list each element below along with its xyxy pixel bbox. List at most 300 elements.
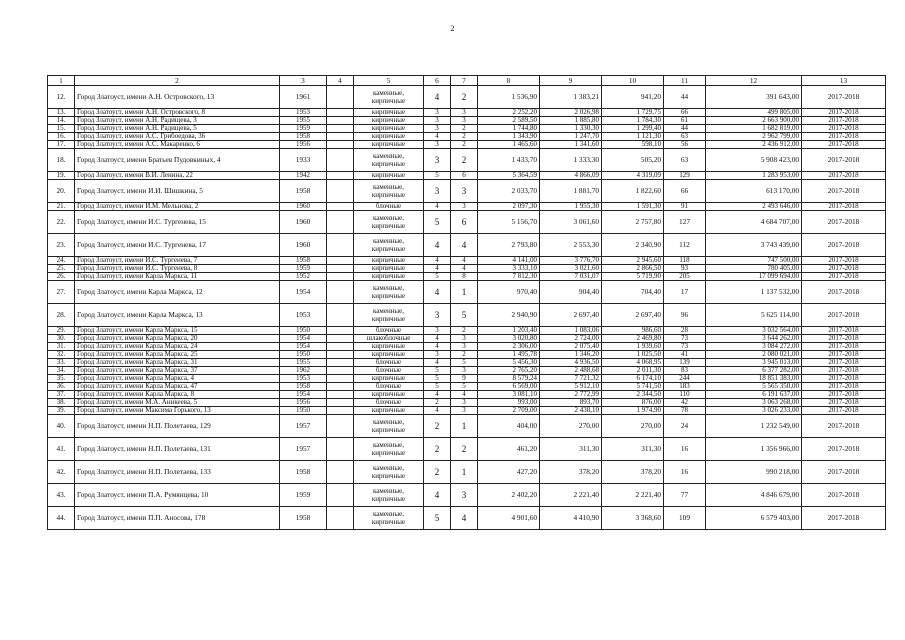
row-number-cell: 39.	[48, 407, 75, 415]
table-row	[48, 133, 886, 141]
floors-cell: 4	[424, 335, 451, 343]
area-cell: 904,40	[540, 281, 602, 304]
wall-material-cell: кирпичные	[354, 257, 424, 265]
floors-cell: 3	[424, 304, 451, 327]
floors-cell: 5	[424, 273, 451, 281]
address-cell: Город Златоуст, имени А.Н. Радищева, 3	[75, 117, 280, 125]
total-area-cell: 2 765,20	[478, 367, 540, 375]
entrances-cell: 3	[451, 343, 478, 351]
period-cell: 2017-2018	[802, 180, 886, 203]
entrances-cell: 2	[451, 149, 478, 172]
residents-cell: 24	[664, 415, 706, 438]
residents-cell: 73	[664, 335, 706, 343]
area-cell: 3 776,70	[540, 257, 602, 265]
entrances-cell: 9	[451, 375, 478, 383]
total-area-cell: 3 020,80	[478, 335, 540, 343]
column-4-cell	[327, 172, 354, 180]
entrances-cell: 4	[451, 257, 478, 265]
address-cell: Город Златоуст, имени Карла Маркса, 4	[75, 375, 280, 383]
table-row	[48, 351, 886, 359]
period-cell: 2017-2018	[802, 438, 886, 461]
residential-area-cell: 1 939,60	[602, 343, 664, 351]
residential-area-cell: 2 344,50	[602, 391, 664, 399]
column-4-cell	[327, 351, 354, 359]
area-cell: 7 031,07	[540, 273, 602, 281]
entrances-cell: 3	[451, 407, 478, 415]
period-cell: 2017-2018	[802, 86, 886, 109]
column-4-cell	[327, 117, 354, 125]
column-4-cell	[327, 86, 354, 109]
residential-area-cell: 5 741,50	[602, 383, 664, 391]
area-cell: 4 936,50	[540, 359, 602, 367]
address-cell: Город Златоуст, имени М.А. Аникеева, 5	[75, 399, 280, 407]
residents-cell: 96	[664, 304, 706, 327]
table-row	[48, 484, 886, 507]
residents-cell: 139	[664, 359, 706, 367]
wall-material-cell: кирпичные	[354, 391, 424, 399]
entrances-cell: 3	[451, 203, 478, 211]
address-cell: Город Златоуст, имени И.И. Шишкина, 5	[75, 180, 280, 203]
build-year-cell: 1953	[280, 375, 327, 383]
column-4-cell	[327, 507, 354, 530]
area-cell: 311,30	[540, 438, 602, 461]
floors-cell: 4	[424, 265, 451, 273]
build-year-cell: 1958	[280, 507, 327, 530]
address-cell: Город Златоуст, имени И.С. Тургенева, 7	[75, 257, 280, 265]
total-area-cell: 427,20	[478, 461, 540, 484]
period-cell: 2017-2018	[802, 281, 886, 304]
residents-cell: 66	[664, 180, 706, 203]
wall-material-cell: каменные, кирпичные	[354, 507, 424, 530]
address-cell: Город Златоуст, имени Карла Маркса, 13	[75, 304, 280, 327]
entrances-cell: 2	[451, 351, 478, 359]
table-row	[48, 343, 886, 351]
row-number-cell: 31.	[48, 343, 75, 351]
address-cell: Город Златоуст, имени И.М. Мельнова, 2	[75, 203, 280, 211]
floors-cell: 3	[424, 125, 451, 133]
row-number-cell: 21.	[48, 203, 75, 211]
build-year-cell: 1942	[280, 172, 327, 180]
table-row	[48, 109, 886, 117]
column-number-cell: 11	[664, 76, 706, 86]
residential-area-cell: 2 697,40	[602, 304, 664, 327]
residents-cell: 129	[664, 172, 706, 180]
cost-cell: 1 137 532,00	[706, 281, 802, 304]
wall-material-cell: каменные, кирпичные	[354, 281, 424, 304]
total-area-cell: 5 456,30	[478, 359, 540, 367]
total-area-cell: 1 203,40	[478, 327, 540, 335]
entrances-cell: 3	[451, 117, 478, 125]
build-year-cell: 1953	[280, 304, 327, 327]
residential-area-cell: 2 221,40	[602, 484, 664, 507]
floors-cell: 3	[424, 117, 451, 125]
table-row	[48, 125, 886, 133]
floors-cell: 4	[424, 391, 451, 399]
housing-table-container	[47, 75, 885, 530]
entrances-cell: 6	[451, 211, 478, 234]
total-area-cell: 1 433,70	[478, 149, 540, 172]
total-area-cell: 1 465,60	[478, 141, 540, 149]
area-cell: 2 553,30	[540, 234, 602, 257]
table-row	[48, 507, 886, 530]
total-area-cell: 2 589,50	[478, 117, 540, 125]
column-number-cell: 4	[327, 76, 354, 86]
total-area-cell: 2 306,00	[478, 343, 540, 351]
table-row	[48, 359, 886, 367]
floors-cell: 4	[424, 343, 451, 351]
column-4-cell	[327, 484, 354, 507]
column-4-cell	[327, 407, 354, 415]
wall-material-cell: блочные	[354, 383, 424, 391]
wall-material-cell: шлакоблочные	[354, 335, 424, 343]
period-cell: 2017-2018	[802, 149, 886, 172]
wall-material-cell: каменные, кирпичные	[354, 461, 424, 484]
total-area-cell: 3 333,10	[478, 265, 540, 273]
floors-cell: 2	[424, 415, 451, 438]
period-cell: 2017-2018	[802, 415, 886, 438]
area-cell: 2 221,40	[540, 484, 602, 507]
table-row	[48, 211, 886, 234]
floors-cell: 3	[424, 180, 451, 203]
total-area-cell: 1 536,90	[478, 86, 540, 109]
row-number-cell: 30.	[48, 335, 75, 343]
cost-cell: 5 565 350,00	[706, 383, 802, 391]
total-area-cell: 8 579,24	[478, 375, 540, 383]
period-cell: 2017-2018	[802, 265, 886, 273]
table-row	[48, 327, 886, 335]
column-number-cell: 12	[706, 76, 802, 86]
address-cell: Город Златоуст, имени Братьев Пудовкиных, 4	[75, 149, 280, 172]
table-row	[48, 304, 886, 327]
row-number-cell: 22.	[48, 211, 75, 234]
cost-cell: 499 805,00	[706, 109, 802, 117]
total-area-cell: 4 901,60	[478, 507, 540, 530]
period-cell: 2017-2018	[802, 117, 886, 125]
table-row	[48, 141, 886, 149]
address-cell: Город Златоуст, имени Карла Маркса, 15	[75, 327, 280, 335]
cost-cell: 17 099 694,00	[706, 273, 802, 281]
entrances-cell: 3	[451, 335, 478, 343]
column-number-row	[48, 76, 886, 86]
entrances-cell: 4	[451, 265, 478, 273]
floors-cell: 5	[424, 507, 451, 530]
total-area-cell: 2 402,20	[478, 484, 540, 507]
address-cell: Город Златоуст, имени И.С. Тургенева, 15	[75, 211, 280, 234]
address-cell: Город Златоуст, имени Карла Маркса, 20	[75, 335, 280, 343]
total-area-cell: 6 569,00	[478, 383, 540, 391]
wall-material-cell: каменные, кирпичные	[354, 484, 424, 507]
build-year-cell: 1959	[280, 484, 327, 507]
residents-cell: 127	[664, 211, 706, 234]
period-cell: 2017-2018	[802, 399, 886, 407]
cost-cell: 3 644 262,00	[706, 335, 802, 343]
residential-area-cell: 1 121,30	[602, 133, 664, 141]
row-number-cell: 13.	[48, 109, 75, 117]
residential-area-cell: 6 174,10	[602, 375, 664, 383]
residential-area-cell: 1 591,30	[602, 203, 664, 211]
period-cell: 2017-2018	[802, 367, 886, 375]
address-cell: Город Златоуст, имени Карла Маркса, 37	[75, 367, 280, 375]
address-cell: Город Златоуст, имени Н.П. Полетаева, 129	[75, 415, 280, 438]
wall-material-cell: кирпичные	[354, 109, 424, 117]
build-year-cell: 1955	[280, 359, 327, 367]
column-number-cell: 9	[540, 76, 602, 86]
residential-area-cell: 1 974,90	[602, 407, 664, 415]
build-year-cell: 1950	[280, 351, 327, 359]
residents-cell: 28	[664, 327, 706, 335]
column-4-cell	[327, 391, 354, 399]
column-4-cell	[327, 343, 354, 351]
row-number-cell: 34.	[48, 367, 75, 375]
period-cell: 2017-2018	[802, 211, 886, 234]
floors-cell: 5	[424, 383, 451, 391]
area-cell: 2 488,68	[540, 367, 602, 375]
wall-material-cell: каменные, кирпичные	[354, 438, 424, 461]
total-area-cell: 2 097,30	[478, 203, 540, 211]
wall-material-cell: блочные	[354, 359, 424, 367]
row-number-cell: 19.	[48, 172, 75, 180]
floors-cell: 4	[424, 484, 451, 507]
floors-cell: 4	[424, 234, 451, 257]
column-4-cell	[327, 149, 354, 172]
area-cell: 1 341,60	[540, 141, 602, 149]
wall-material-cell: кирпичные	[354, 375, 424, 383]
cost-cell: 4 684 707,00	[706, 211, 802, 234]
entrances-cell: 2	[451, 141, 478, 149]
column-number-cell: 6	[424, 76, 451, 86]
row-number-cell: 35.	[48, 375, 75, 383]
build-year-cell: 1961	[280, 86, 327, 109]
area-cell: 2 075,40	[540, 343, 602, 351]
column-4-cell	[327, 133, 354, 141]
wall-material-cell: блочные	[354, 203, 424, 211]
cost-cell: 3 945 013,00	[706, 359, 802, 367]
entrances-cell: 2	[451, 86, 478, 109]
period-cell: 2017-2018	[802, 125, 886, 133]
row-number-cell: 23.	[48, 234, 75, 257]
row-number-cell: 25.	[48, 265, 75, 273]
build-year-cell: 1954	[280, 335, 327, 343]
residents-cell: 16	[664, 461, 706, 484]
column-4-cell	[327, 304, 354, 327]
residents-cell: 16	[664, 438, 706, 461]
floors-cell: 4	[424, 133, 451, 141]
residents-cell: 77	[664, 484, 706, 507]
residential-area-cell: 270,00	[602, 415, 664, 438]
build-year-cell: 1958	[280, 257, 327, 265]
table-row	[48, 399, 886, 407]
build-year-cell: 1950	[280, 327, 327, 335]
area-cell: 378,20	[540, 461, 602, 484]
cost-cell: 2 663 900,00	[706, 117, 802, 125]
residential-area-cell: 1 025,50	[602, 351, 664, 359]
entrances-cell: 1	[451, 461, 478, 484]
area-cell: 3 021,60	[540, 265, 602, 273]
residents-cell: 66	[664, 109, 706, 117]
wall-material-cell: кирпичные	[354, 265, 424, 273]
residents-cell: 61	[664, 117, 706, 125]
column-4-cell	[327, 399, 354, 407]
table-row	[48, 234, 886, 257]
row-number-cell: 15.	[48, 125, 75, 133]
floors-cell: 3	[424, 149, 451, 172]
column-4-cell	[327, 327, 354, 335]
column-4-cell	[327, 383, 354, 391]
address-cell: Город Златоуст, имени Карла Маркса, 8	[75, 391, 280, 399]
cost-cell: 2 436 912,00	[706, 141, 802, 149]
cost-cell: 990 218,00	[706, 461, 802, 484]
row-number-cell: 28.	[48, 304, 75, 327]
residents-cell: 17	[664, 281, 706, 304]
residential-area-cell: 598,10	[602, 141, 664, 149]
build-year-cell: 1958	[280, 180, 327, 203]
cost-cell: 6 579 403,00	[706, 507, 802, 530]
address-cell: Город Златоуст, имени А.Н. Островского, 8	[75, 109, 280, 117]
table-row	[48, 265, 886, 273]
wall-material-cell: блочные	[354, 327, 424, 335]
area-cell: 2 772,99	[540, 391, 602, 399]
entrances-cell: 4	[451, 391, 478, 399]
table-row	[48, 415, 886, 438]
table-row	[48, 281, 886, 304]
column-4-cell	[327, 367, 354, 375]
address-cell: Город Златоуст, имени А.Н. Островского, 13	[75, 86, 280, 109]
cost-cell: 3 026 233,00	[706, 407, 802, 415]
build-year-cell: 1957	[280, 438, 327, 461]
residents-cell: 205	[664, 273, 706, 281]
floors-cell: 4	[424, 359, 451, 367]
floors-cell: 3	[424, 351, 451, 359]
address-cell: Город Златоуст, имени В.И. Ленина, 22	[75, 172, 280, 180]
floors-cell: 2	[424, 399, 451, 407]
address-cell: Город Златоуст, имени Карла Маркса, 25	[75, 351, 280, 359]
wall-material-cell: кирпичные	[354, 141, 424, 149]
table-row	[48, 407, 886, 415]
area-cell: 1 955,30	[540, 203, 602, 211]
wall-material-cell: каменные, кирпичные	[354, 234, 424, 257]
address-cell: Город Златоуст, имени Максима Горького, 13	[75, 407, 280, 415]
build-year-cell: 1954	[280, 343, 327, 351]
residential-area-cell: 2 866,50	[602, 265, 664, 273]
row-number-cell: 14.	[48, 117, 75, 125]
address-cell: Город Златоуст, имени Карла Маркса, 47	[75, 383, 280, 391]
address-cell: Город Златоуст, имени Карла Маркса, 24	[75, 343, 280, 351]
address-cell: Город Златоуст, имени П.А. Румянцева, 10	[75, 484, 280, 507]
residential-area-cell: 2 011,30	[602, 367, 664, 375]
page-number: 2	[450, 24, 455, 33]
entrances-cell: 3	[451, 399, 478, 407]
total-area-cell: 2 709,00	[478, 407, 540, 415]
build-year-cell: 1954	[280, 391, 327, 399]
floors-cell: 5	[424, 211, 451, 234]
period-cell: 2017-2018	[802, 391, 886, 399]
period-cell: 2017-2018	[802, 172, 886, 180]
table-row	[48, 367, 886, 375]
column-4-cell	[327, 203, 354, 211]
floors-cell: 4	[424, 257, 451, 265]
residents-cell: 91	[664, 203, 706, 211]
table-row	[48, 461, 886, 484]
address-cell: Город Златоуст, имени П.П. Аносова, 178	[75, 507, 280, 530]
address-cell: Город Златоуст, имени Н.П. Полетаева, 133	[75, 461, 280, 484]
entrances-cell: 8	[451, 273, 478, 281]
period-cell: 2017-2018	[802, 507, 886, 530]
column-4-cell	[327, 180, 354, 203]
row-number-cell: 44.	[48, 507, 75, 530]
area-cell: 1 346,20	[540, 351, 602, 359]
residents-cell: 63	[664, 149, 706, 172]
column-4-cell	[327, 438, 354, 461]
column-4-cell	[327, 461, 354, 484]
row-number-cell: 36.	[48, 383, 75, 391]
address-cell: Город Златоуст, имени Карла Маркса, 31	[75, 359, 280, 367]
floors-cell: 3	[424, 109, 451, 117]
total-area-cell: 1 343,90	[478, 133, 540, 141]
cost-cell: 6 377 282,00	[706, 367, 802, 375]
table-row	[48, 273, 886, 281]
table-row	[48, 180, 886, 203]
entrances-cell: 2	[451, 125, 478, 133]
total-area-cell: 461,20	[478, 438, 540, 461]
period-cell: 2017-2018	[802, 375, 886, 383]
entrances-cell: 1	[451, 281, 478, 304]
area-cell: 4 866,09	[540, 172, 602, 180]
address-cell: Город Златоуст, имени И.С. Тургенева, 8	[75, 265, 280, 273]
area-cell: 270,00	[540, 415, 602, 438]
column-4-cell	[327, 281, 354, 304]
column-number-cell: 2	[75, 76, 280, 86]
column-number-cell: 3	[280, 76, 327, 86]
entrances-cell: 5	[451, 304, 478, 327]
entrances-cell: 5	[451, 359, 478, 367]
wall-material-cell: каменные, кирпичные	[354, 149, 424, 172]
residential-area-cell: 941,20	[602, 86, 664, 109]
cost-cell: 613 170,00	[706, 180, 802, 203]
address-cell: Город Златоуст, имени А.Н. Радищева, 5	[75, 125, 280, 133]
entrances-cell: 5	[451, 383, 478, 391]
residential-area-cell: 3 368,60	[602, 507, 664, 530]
column-number-cell: 10	[602, 76, 664, 86]
period-cell: 2017-2018	[802, 351, 886, 359]
floors-cell: 4	[424, 86, 451, 109]
residents-cell: 244	[664, 375, 706, 383]
cost-cell: 2 493 646,00	[706, 203, 802, 211]
residential-area-cell: 1 729,75	[602, 109, 664, 117]
residential-area-cell: 2 757,80	[602, 211, 664, 234]
wall-material-cell: кирпичные	[354, 273, 424, 281]
period-cell: 2017-2018	[802, 109, 886, 117]
entrances-cell: 2	[451, 327, 478, 335]
floors-cell: 2	[424, 438, 451, 461]
residents-cell: 56	[664, 141, 706, 149]
column-number-cell: 7	[451, 76, 478, 86]
area-cell: 2 697,40	[540, 304, 602, 327]
address-cell: Город Златоуст, имени Карла Маркса, 12	[75, 281, 280, 304]
area-cell: 1 333,30	[540, 149, 602, 172]
cost-cell: 3 084 272,00	[706, 343, 802, 351]
entrances-cell: 2	[451, 133, 478, 141]
column-4-cell	[327, 415, 354, 438]
table-row	[48, 391, 886, 399]
period-cell: 2017-2018	[802, 335, 886, 343]
area-cell: 1 083,06	[540, 327, 602, 335]
table-row	[48, 257, 886, 265]
row-number-cell: 37.	[48, 391, 75, 399]
address-cell: Город Златоуст, имени Карла Маркса, 11	[75, 273, 280, 281]
cost-cell: 780 405,00	[706, 265, 802, 273]
period-cell: 2017-2018	[802, 327, 886, 335]
column-4-cell	[327, 273, 354, 281]
